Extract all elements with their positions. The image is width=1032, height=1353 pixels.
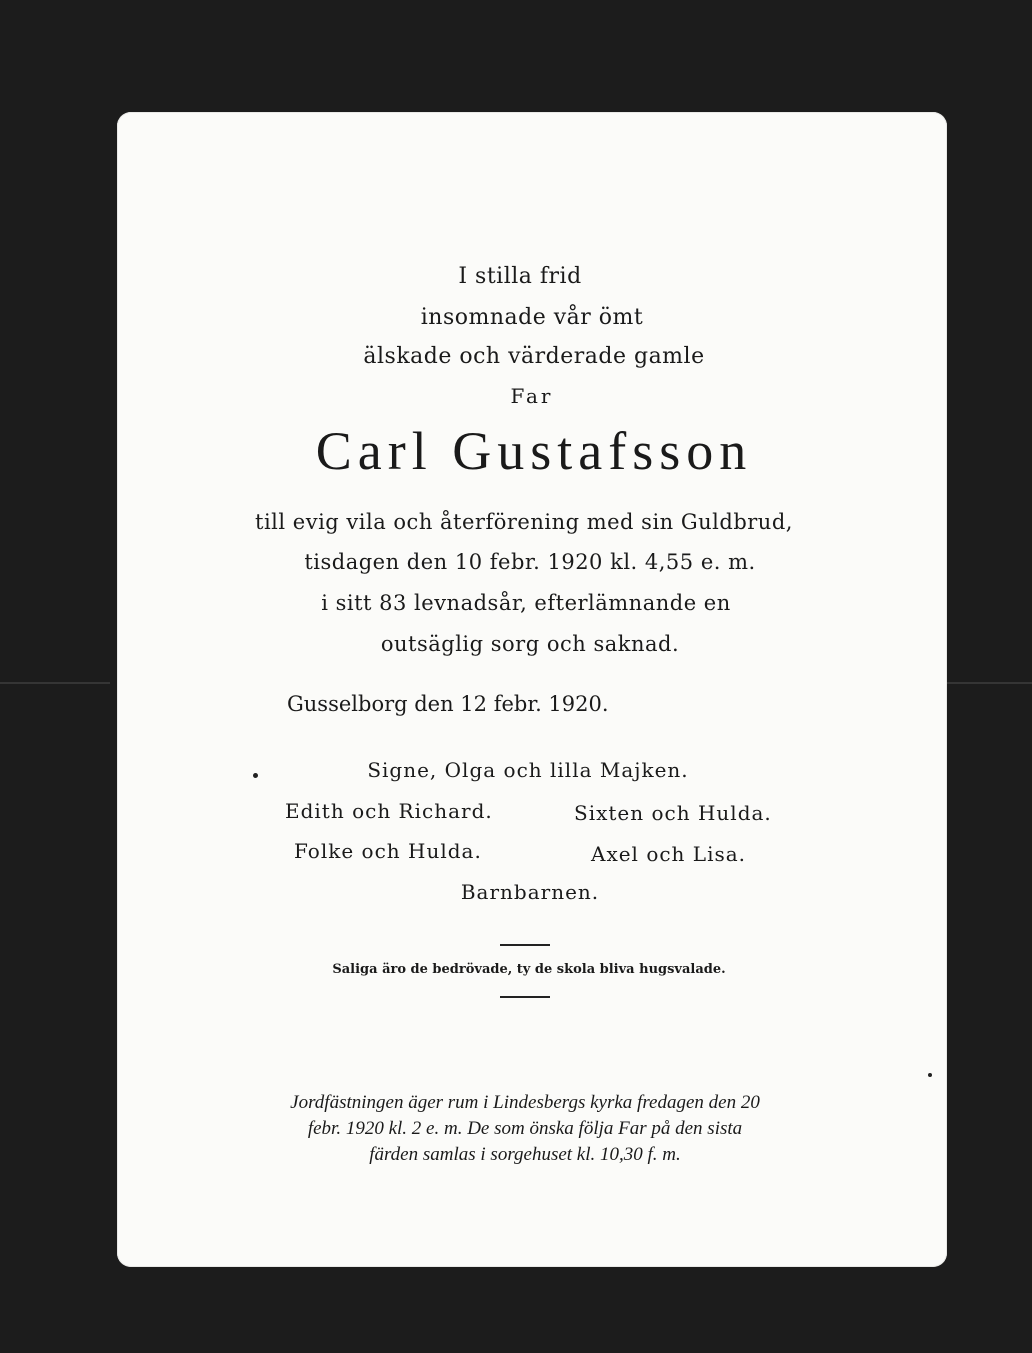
mourners-row-4: Barnbarnen. xyxy=(460,880,600,904)
funeral-notice xyxy=(225,1090,825,1168)
intro-line-1: I stilla frid xyxy=(458,264,582,289)
mourners-row-1: Signe, Olga och lilla Majken. xyxy=(367,758,689,782)
ink-speck xyxy=(928,1073,932,1077)
intro-line-3: älskade och värderade gamle xyxy=(363,344,705,369)
intro-line-2: insomnade vår ömt xyxy=(420,305,644,330)
scan-artifact-line-left xyxy=(0,682,110,684)
scripture-quote: Saliga äro de bedrövade, ty de skola bliva hugsvalade. xyxy=(332,962,726,977)
body-line-1: till evig vila och återförening med sin Guldbrud, xyxy=(255,510,793,534)
funeral-notice-line-1: Jordfästningen äger rum i Lindesbergs kyrka fredagen den 20 xyxy=(290,1092,760,1113)
body-line-3: i sitt 83 levnadsår, efterlämnande en xyxy=(321,591,731,615)
body-line-2: tisdagen den 10 febr. 1920 kl. 4,55 e. m. xyxy=(304,550,756,574)
divider-top xyxy=(500,944,550,946)
divider-bottom xyxy=(500,996,550,998)
mourners-row-3-left: Folke och Hulda. xyxy=(294,839,482,863)
mourners-row-2-right: Sixten och Hulda. xyxy=(574,801,772,825)
body-line-4: outsäglig sorg och saknad. xyxy=(380,632,680,656)
funeral-notice-line-3: färden samlas i sorgehuset kl. 10,30 f. m. xyxy=(369,1144,681,1165)
funeral-notice-line-2: febr. 1920 kl. 2 e. m. De som önska följa Far på den sista xyxy=(307,1118,743,1139)
mourners-row-3-right: Axel och Lisa. xyxy=(591,842,747,866)
mourners-row-2-left: Edith och Richard. xyxy=(285,799,493,823)
deceased-name: Carl Gustafsson xyxy=(315,421,753,481)
intro-line-4: Far xyxy=(510,384,554,408)
place-and-date: Gusselborg den 12 febr. 1920. xyxy=(287,692,609,716)
